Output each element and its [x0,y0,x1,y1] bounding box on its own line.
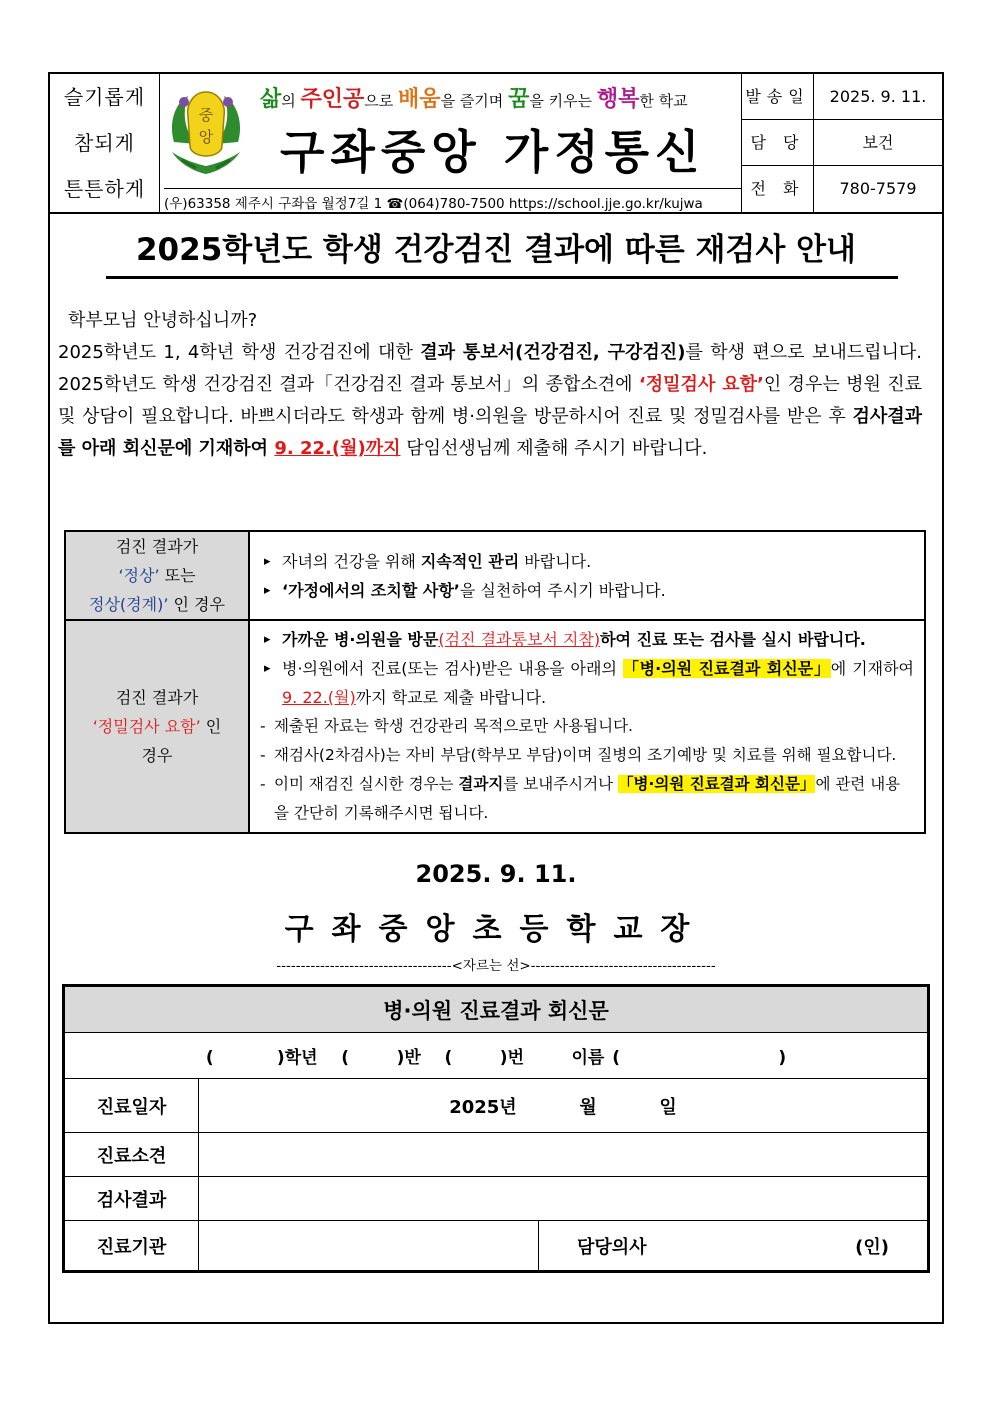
slogan-text: 의 [281,92,301,110]
form-label: 검사결과 [65,1177,199,1221]
label-highlight: ‘정상’ [118,566,160,585]
school-slogan [260,82,740,113]
info-key: 전 화 [742,166,814,212]
note-text: 이미 재검진 실시한 경우는 [274,775,459,793]
doctor-label: 담당의사 [577,1236,647,1258]
form-label: 진료일자 [65,1079,199,1133]
body-bold: 검사결과를 아래 회신문에 기재하여 [58,406,922,459]
form-label: 진료기관 [65,1221,199,1271]
guide-item [260,625,914,654]
label-line: 경우 [141,746,173,765]
motto-line: 참되게 [74,131,135,155]
logo-area [160,74,742,212]
note-bold: 결과지 [458,775,504,793]
item-bold: 하여 진료 또는 검사를 실시 바랍니다. [600,630,866,649]
slogan-word: 삶 [260,87,282,112]
info-key: 담 당 [742,120,814,165]
guide-note [260,770,914,828]
item-highlight: 「병·의원 진료결과 회신문」 [622,659,831,678]
body-text: 인 경우는 병원 진료 및 상담이 필요합니다. 바쁘시더라도 학생과 함께 병·의원을 방문하시어 진료 및 정밀검사를 받은 후 [58,374,922,427]
item-bold: ‘가정에서의 조치할 사항’ [282,580,460,600]
body-red: ‘정밀검사 요함’ [638,374,764,395]
form-label: 진료소견 [65,1133,199,1177]
guide-content [249,531,925,620]
greeting: 학부모님 안녕하십니까? [68,310,258,331]
emblem-char: 앙 [198,128,214,146]
guide-content [249,620,925,833]
guide-row-normal [65,531,925,620]
item-text: 병·의원에서 진료(또는 검사)받은 내용을 아래의 [282,659,623,678]
slogan-word: 배움 [398,87,441,112]
reply-form [62,984,930,1273]
emblem-char: 중 [198,106,214,124]
newsletter-title: 구좌중앙 가정통신 [280,125,706,179]
info-row-date [742,74,942,120]
info-value: 780-7579 [839,179,917,198]
note-text: 를 보내주시거나 [503,775,619,793]
item-red: (검진 결과통보서 지참) [438,630,601,649]
slogan-word: 꿈 [508,87,530,112]
body-bold: 결과 통보서(건강검진, 구강검진) [420,342,686,363]
note-highlight: 「병·의원 진료결과 회신문」 [618,775,816,793]
treatment-date-field[interactable]: 2025년 월 일 [199,1079,928,1133]
school-motto [50,74,160,212]
item-bold: 가까운 병·의원을 방문 [282,630,439,649]
slogan-text: 을 키우는 [529,92,597,110]
label-line [66,561,248,590]
form-title: 병·의원 진료결과 회신문 [65,987,928,1033]
page-title: 2025학년도 학생 건강검진 결과에 따른 재검사 안내 [135,232,856,268]
item-bold: 지속적인 관리 [420,551,520,571]
body-paragraph [58,337,922,465]
label-text: 인 [200,717,222,736]
principal-signature: 구좌중앙초등학교장 [284,912,708,947]
motto-line: 튼튼하게 [63,177,146,201]
header [50,74,942,214]
opinion-field[interactable] [199,1133,928,1177]
label-highlight: 정상(경계)’ [89,595,169,614]
item-text: 에 기재하여 [830,659,914,678]
label-text: 인 경우 [168,595,225,614]
slogan-text: 을 즐기며 [440,92,509,110]
guide-item [260,576,914,605]
item-text: 을 실천하여 주시기 바랍니다. [459,580,666,600]
item-text: 까지 학교로 제출 바랍니다. [355,688,547,707]
guide-label [65,531,249,620]
guide-note: - 제출된 자료는 학생 건강관리 목적으로만 사용됩니다. [260,712,914,741]
guide-label [65,620,249,833]
label-line: 검진 결과가 [115,688,199,707]
label-line [66,590,248,619]
item-red: 9. 22.(월) [282,688,356,707]
item-text: 바랍니다. [519,551,592,571]
seal-mark: (인) [855,1236,889,1258]
cut-line: ------------------------------------<자르는 선>-------------------------------------- [276,958,716,974]
info-value: 2025. 9. 11. [829,87,927,106]
info-value: 보건 [862,133,894,152]
label-text: 또는 [159,566,196,585]
title-underline [106,276,898,279]
info-row-phone [742,166,942,212]
slogan-word: 행복 [596,87,640,112]
school-emblem-icon [166,82,246,178]
label-highlight: ‘정밀검사 요함’ [92,717,201,736]
issue-date: 2025. 9. 11. [415,860,577,888]
item-text: 자녀의 건강을 위해 [282,551,421,571]
deadline: 9. 22.(월)까지 [274,438,401,459]
school-address: (우)63358 제주시 구좌읍 월정7길 1 ☎(064)780-7500 https://school.jje.go.kr/kujwa [164,188,742,212]
slogan-word: 주인공 [300,87,365,112]
doctor-field[interactable] [539,1221,928,1271]
guide-note: - 재검사(2차검사)는 자비 부담(학부모 부담)이며 질병의 조기예방 및 치료를 위해 필요합니다. [260,741,914,770]
motto-line: 슬기롭게 [63,85,146,109]
body-text: 담임선생님께 제출해 주시기 바랍니다. [400,438,708,459]
label-line [66,712,248,741]
info-box [742,74,942,212]
label-line: 검진 결과가 [115,537,199,556]
info-row-manager [742,120,942,166]
test-result-field[interactable] [199,1177,928,1221]
body-text: 2025학년도 1, 4학년 학생 건강검진에 대한 [58,342,421,363]
body-text: 를 학생 편으로 보내드립니다. 2025학년도 학생 건강검진 결과「건강검진 결과 통보서」의 종합소견에 [58,342,922,395]
newsletter-frame [48,72,944,1324]
slogan-text: 한 학교 [639,92,688,110]
guide-item [260,547,914,576]
student-info-field[interactable]: ( )학년 ( )반 ( )번 이름 ( ) [65,1033,928,1079]
info-key: 발송일 [742,74,814,119]
guide-row-abnormal [65,620,925,833]
note-text: 에 관련 내용을 간단히 기록해주시면 됩니다. [274,775,901,822]
institution-field[interactable] [199,1221,539,1271]
slogan-text: 으로 [364,92,399,110]
guide-table [64,530,926,834]
guide-item [260,654,914,712]
